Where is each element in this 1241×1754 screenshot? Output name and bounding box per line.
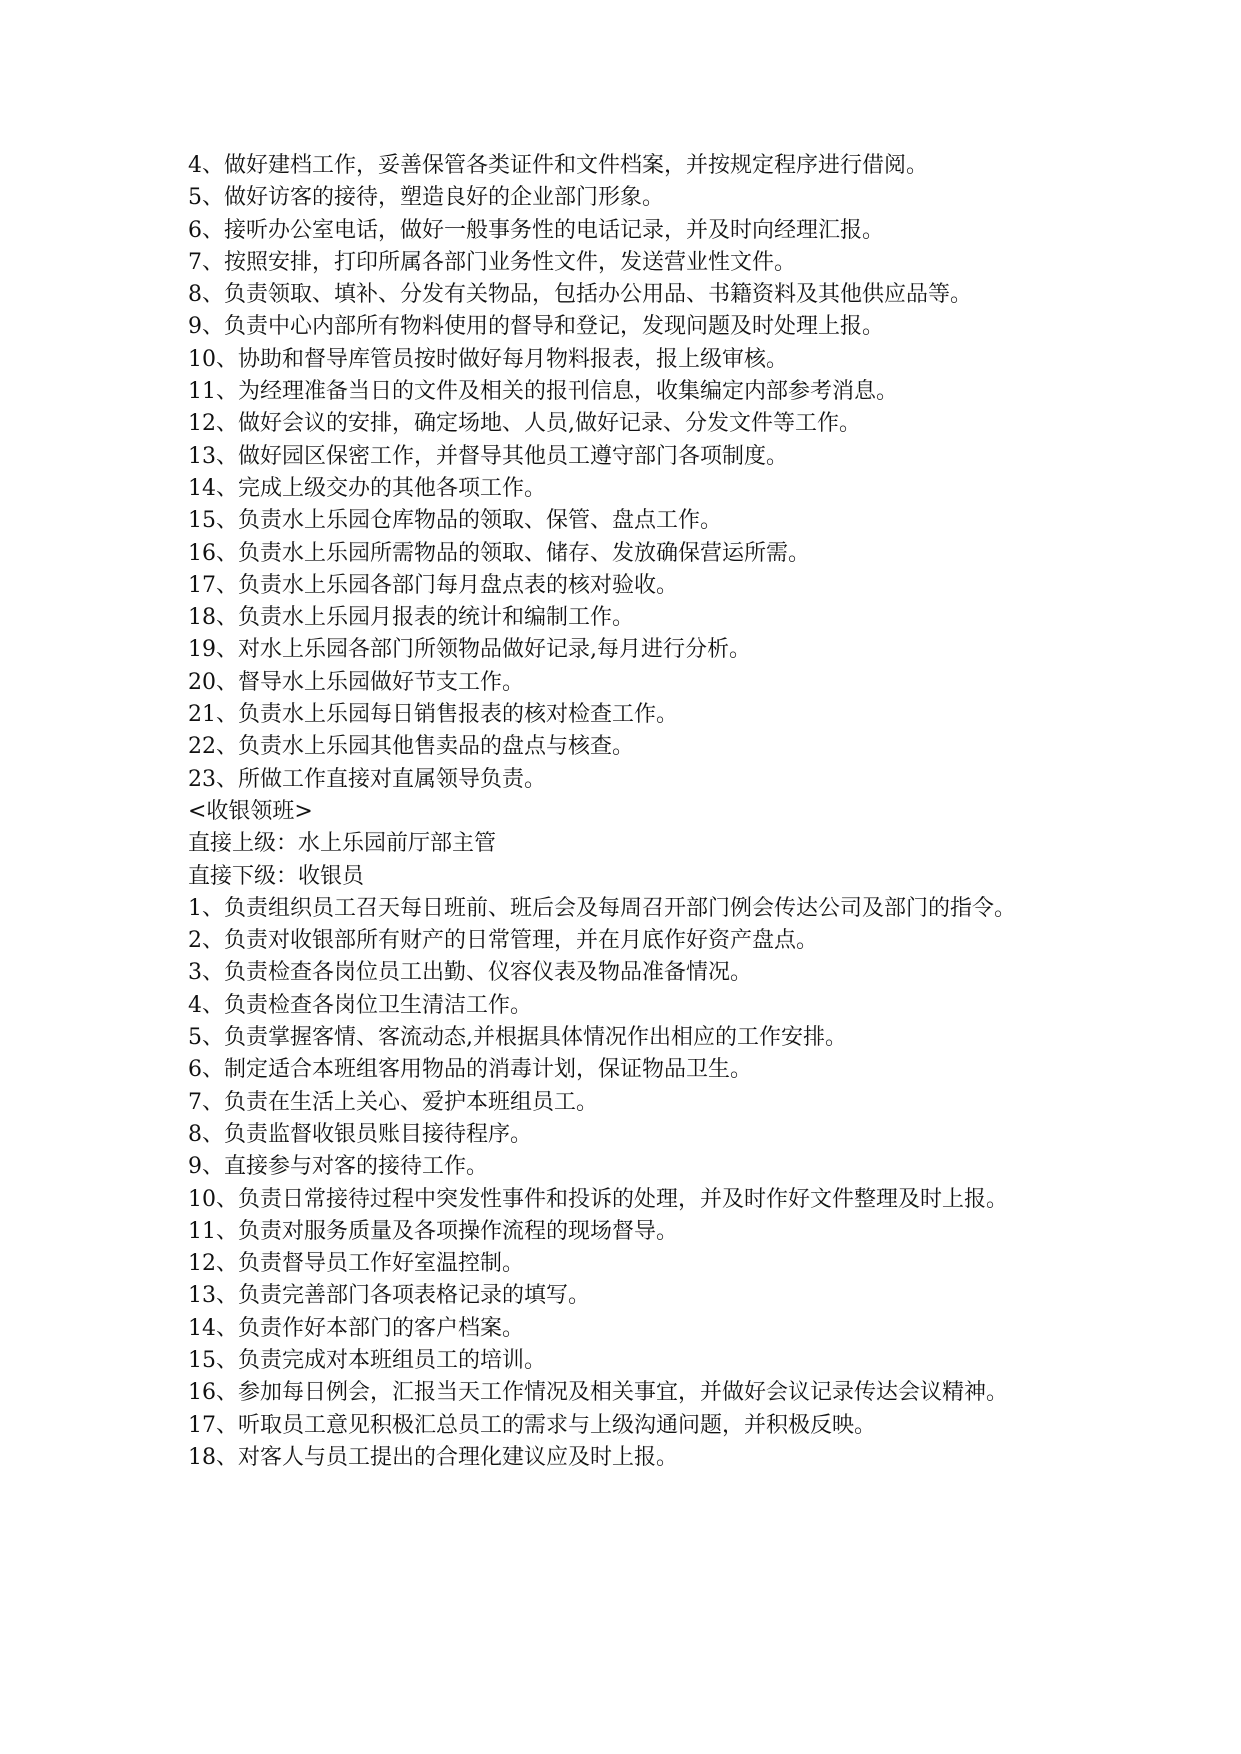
list-item: 17、负责水上乐园各部门每月盘点表的核对验收。 <box>188 572 678 598</box>
list-item: 1、负责组织员工召天每日班前、班后会及每周召开部门例会传达公司及部门的指令。 <box>188 895 1016 921</box>
list-item: 18、对客人与员工提出的合理化建议应及时上报。 <box>188 1444 678 1470</box>
list-item: 13、做好园区保密工作，并督导其他员工遵守部门各项制度。 <box>188 443 788 469</box>
list-item: 5、做好访客的接待，塑造良好的企业部门形象。 <box>188 185 664 211</box>
list-item: 14、完成上级交办的其他各项工作。 <box>188 475 546 501</box>
list-item: 12、负责督导员工作好室温控制。 <box>188 1251 524 1277</box>
direct-subordinate: 直接下级：收银员 <box>188 863 365 889</box>
list-item: 8、负责监督收银员账目接待程序。 <box>188 1121 532 1147</box>
direct-superior: 直接上级：水上乐园前厅部主管 <box>188 831 497 857</box>
list-item: 20、督导水上乐园做好节支工作。 <box>188 669 524 695</box>
list-item: 18、负责水上乐园月报表的统计和编制工作。 <box>188 605 634 631</box>
document-body <box>188 150 1060 1474</box>
list-item: 16、负责水上乐园所需物品的领取、储存、发放确保营运所需。 <box>188 540 810 566</box>
list-item: 21、负责水上乐园每日销售报表的核对检查工作。 <box>188 702 678 728</box>
list-item: 12、做好会议的安排，确定场地、人员,做好记录、分发文件等工作。 <box>188 411 861 437</box>
list-item: 10、协助和督导库管员按时做好每月物料报表，报上级审核。 <box>188 346 788 372</box>
list-item: 15、负责水上乐园仓库物品的领取、保管、盘点工作。 <box>188 508 722 534</box>
list-item: 15、负责完成对本班组员工的培训。 <box>188 1347 546 1373</box>
list-item: 6、接听办公室电话，做好一般事务性的电话记录，并及时向经理汇报。 <box>188 217 884 243</box>
list-item: 6、制定适合本班组客用物品的消毒计划，保证物品卫生。 <box>188 1057 752 1083</box>
list-item: 9、直接参与对客的接待工作。 <box>188 1154 488 1180</box>
list-item: 17、听取员工意见积极汇总员工的需求与上级沟通问题，并积极反映。 <box>188 1412 876 1438</box>
list-item: 3、负责检查各岗位员工出勤、仪容仪表及物品准备情况。 <box>188 960 752 986</box>
list-item: 13、负责完善部门各项表格记录的填写。 <box>188 1283 590 1309</box>
list-item: 7、负责在生活上关心、爱护本班组员工。 <box>188 1089 598 1115</box>
list-item: 8、负责领取、填补、分发有关物品，包括办公用品、书籍资料及其他供应品等。 <box>188 282 972 308</box>
list-item: 4、负责检查各岗位卫生清洁工作。 <box>188 992 532 1018</box>
list-item: 10、负责日常接待过程中突发性事件和投诉的处理，并及时作好文件整理及时上报。 <box>188 1186 1008 1212</box>
list-item: 23、所做工作直接对直属领导负责。 <box>188 766 546 792</box>
list-item: 22、负责水上乐园其他售卖品的盘点与核查。 <box>188 734 634 760</box>
list-item: 5、负责掌握客情、客流动态,并根据具体情况作出相应的工作安排。 <box>188 1025 847 1051</box>
list-item: 16、参加每日例会，汇报当天工作情况及相关事宜，并做好会议记录传达会议精神。 <box>188 1380 1008 1406</box>
list-item: 2、负责对收银部所有财产的日常管理，并在月底作好资产盘点。 <box>188 928 818 954</box>
list-item: 11、负责对服务质量及各项操作流程的现场督导。 <box>188 1218 678 1244</box>
list-item: 11、为经理准备当日的文件及相关的报刊信息，收集编定内部参考消息。 <box>188 379 898 405</box>
list-item: 9、负责中心内部所有物料使用的督导和登记，发现问题及时处理上报。 <box>188 314 884 340</box>
list-item: 14、负责作好本部门的客户档案。 <box>188 1315 524 1341</box>
list-item: 7、按照安排，打印所属各部门业务性文件，发送营业性文件。 <box>188 249 796 275</box>
list-item: 19、对水上乐园各部门所领物品做好记录,每月进行分析。 <box>188 637 751 663</box>
section-heading: <收银领班> <box>188 798 313 824</box>
list-item: 4、做好建档工作，妥善保管各类证件和文件档案，并按规定程序进行借阅。 <box>188 153 928 178</box>
